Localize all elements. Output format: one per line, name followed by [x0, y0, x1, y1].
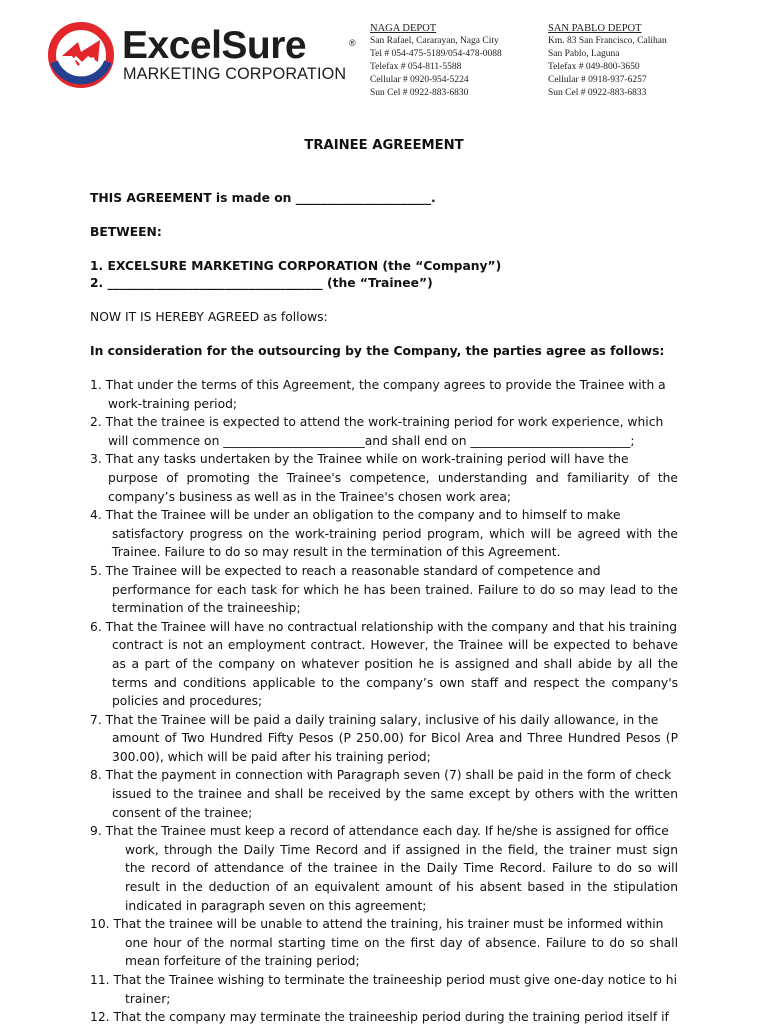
san-pablo-telefax: Telefax # 049-800-3650 — [548, 62, 640, 73]
naga-address: San Rafael, Cararayan, Naga City — [370, 36, 499, 46]
party-trainee: 2. ___________________________________ (the “Trainee”) — [90, 276, 433, 290]
list-item: 11. That the Trainee wishing to terminate the traineeship period must give one-day notice to hi trainer; — [90, 973, 678, 1006]
list-item: 6. That the Trainee will have no contractual relationship with the company and that his training contract is not an employment contract. However, the Trainee will be expected to behave as a part of the company on whatever position he is assigned and shall abide by all the terms and conditions applicable to the company’s own staff and respect the company's policies and procedures; — [90, 619, 678, 709]
party-company: 1. EXCELSURE MARKETING CORPORATION (the “Company”) — [90, 259, 502, 273]
brand-subtitle: MARKETING CORPORATION — [123, 65, 347, 83]
list-item: 5. The Trainee will be expected to reach a reasonable standard of competence and performance for each task for which he has been trained. Failure to do so may lead to the termination of the traineeship; — [90, 563, 678, 616]
excelsure-logo-mark-icon — [48, 22, 114, 88]
list-item: 10. That the trainee will be unable to attend the training, his trainer must be informed within one hour of the normal starting time on the first day of absence. Failure to do so shall mean forfeiture of the training period; — [90, 917, 678, 969]
list-item: 1. That under the terms of this Agreement, the company agrees to provide the Trainee with a work-training period; — [90, 378, 666, 411]
list-item: 4. That the Trainee will be under an obligation to the company and to himself to make satisfactory progress on the work-training period program, which will be agreed with the Trainee. Failure to do so may result in the termination of this Agreement. — [90, 508, 678, 560]
naga-telefax: Telefax # 054-811-5588 — [370, 62, 462, 73]
registered-mark: ® — [349, 38, 356, 48]
list-item: 3. That any tasks undertaken by the Trainee while on work-training period will have the purpose of promoting the Trainee's competence, understanding and familiarity of the company’s business as well as in the Trainee's chosen work area; — [90, 452, 678, 504]
list-item: 2. That the trainee is expected to attend the work-training period for work experience, which will commence on _______________________and shall end on __________________________; — [90, 415, 664, 448]
agreed-line: NOW IT IS HEREBY AGREED as follows: — [90, 310, 328, 324]
naga-cellular: Cellular # 0920-954-5224 — [370, 75, 469, 86]
naga-depot-info — [370, 22, 540, 100]
brand-name: ExcelSure — [122, 24, 307, 67]
consideration-line: In consideration for the outsourcing by the Company, the parties agree as follows: — [90, 344, 665, 358]
list-item: 7. That the Trainee will be paid a daily training salary, inclusive of his daily allowance, in the amount of Two Hundred Fifty Pesos (P 250.00) for Bicol Area and Three Hundred Pesos (P 300.00), which will be paid after his training period; — [90, 712, 678, 764]
san-pablo-depot-info — [548, 22, 708, 100]
between-heading: BETWEEN: — [90, 225, 162, 239]
made-on-line: THIS AGREEMENT is made on ______________________. — [90, 191, 436, 205]
san-pablo-cellular: Cellular # 0918-937-6257 — [548, 75, 647, 86]
list-item: 9. That the Trainee must keep a record of attendance each day. If he/she is assigned for office work, through the Daily Time Record and if assigned in the field, the trainer must sign the record of attendance of the trainee in the Daily Time Record. Failure to do so will result in the deduction of an equivalent amount of his absent based in the stipulation indicated in paragraph seven on this agreement; — [90, 824, 678, 913]
naga-tel: Tel # 054-475-5189/054-478-0088 — [370, 49, 502, 60]
document-title: TRAINEE AGREEMENT — [304, 138, 464, 153]
san-pablo-address-2: San Pablo, Laguna — [548, 49, 620, 60]
naga-depot-title: NAGA DEPOT — [370, 23, 437, 34]
list-item: 8. That the payment in connection with Paragraph seven (7) shall be paid in the form of check issued to the trainee and shall be received by the same except by others with the written consent of the trainee; — [90, 768, 678, 820]
list-item: 12. That the company may terminate the traineeship period during the training period itself if — [90, 1010, 669, 1025]
company-logo — [48, 22, 368, 88]
san-pablo-depot-title: SAN PABLO DEPOT — [548, 23, 642, 34]
san-pablo-address-1: Km. 83 San Francisco, Calihan — [548, 36, 667, 46]
naga-sun: Sun Cel # 0922-883-6830 — [370, 88, 469, 99]
san-pablo-sun: Sun Cel # 0922-883-6833 — [548, 88, 647, 99]
terms-list — [90, 376, 678, 1027]
